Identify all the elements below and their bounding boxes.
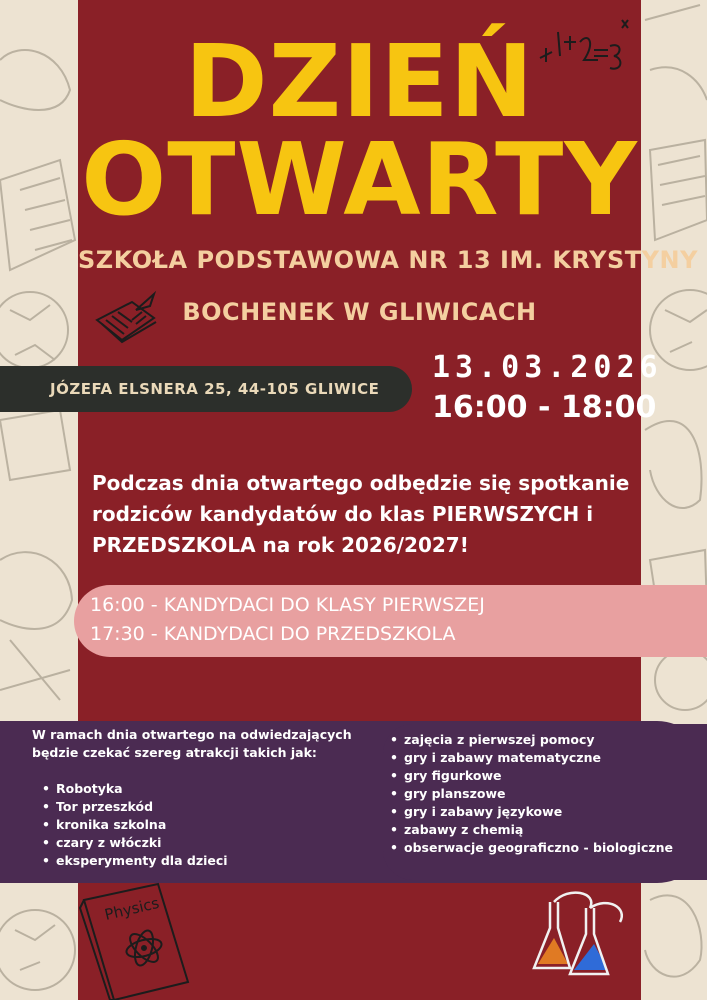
school-name-line-1: SZKOŁA PODSTAWOWA NR 13 IM. KRYSTYNY: [78, 246, 698, 274]
list-item: • czary z włóczki: [40, 834, 228, 852]
address-bar: JÓZEFA ELSNERA 25, 44-105 GLIWICE: [0, 366, 412, 412]
attractions-list-left: [40, 780, 228, 870]
list-item: • kronika szkolna: [40, 816, 228, 834]
list-item: • zajęcia z pierwszej pomocy: [388, 731, 673, 749]
list-item: • gry i zabawy językowe: [388, 803, 673, 821]
flasks-icon: [528, 888, 638, 984]
list-item: • obserwacje geograficzno - biologiczne: [388, 839, 673, 857]
list-item: • Robotyka: [40, 780, 228, 798]
book-label: Physics: [102, 893, 161, 924]
list-item: • Tor przeszkód: [40, 798, 228, 816]
schedule-item: 17:30 - KANDYDACI DO PRZEDSZKOLA: [90, 623, 456, 645]
event-time: 16:00 - 18:00: [432, 390, 657, 425]
event-date: 13.03.2026: [432, 350, 663, 385]
attractions-intro: W ramach dnia otwartego na odwiedzających będzie czekać szereg atrakcji takich jak:: [32, 727, 352, 760]
open-book-icon: [92, 290, 162, 348]
school-name-line-2: BOCHENEK W GLIWICACH: [182, 298, 537, 326]
list-item: • zabawy z chemią: [388, 821, 673, 839]
attractions-list-right: [388, 731, 673, 857]
list-item: • gry planszowe: [388, 785, 673, 803]
schedule-item: 16:00 - KANDYDACI DO KLASY PIERWSZEJ: [90, 594, 485, 616]
schedule-bar: [74, 585, 707, 657]
physics-book-icon: [76, 878, 196, 1000]
title-line-1: DZIEŃ: [184, 23, 535, 140]
list-item: • gry i zabawy matematyczne: [388, 749, 673, 767]
list-item: • gry figurkowe: [388, 767, 673, 785]
math-doodle-icon: [536, 12, 636, 76]
list-item: • eksperymenty dla dzieci: [40, 852, 228, 870]
intro-text: Podczas dnia otwartego odbędzie się spotkanie rodziców kandydatów do klas PIERWSZYCH i PRZEDSZKOLA na rok 2026/2027!: [92, 471, 630, 557]
title-line-2: OTWARTY: [81, 121, 638, 238]
